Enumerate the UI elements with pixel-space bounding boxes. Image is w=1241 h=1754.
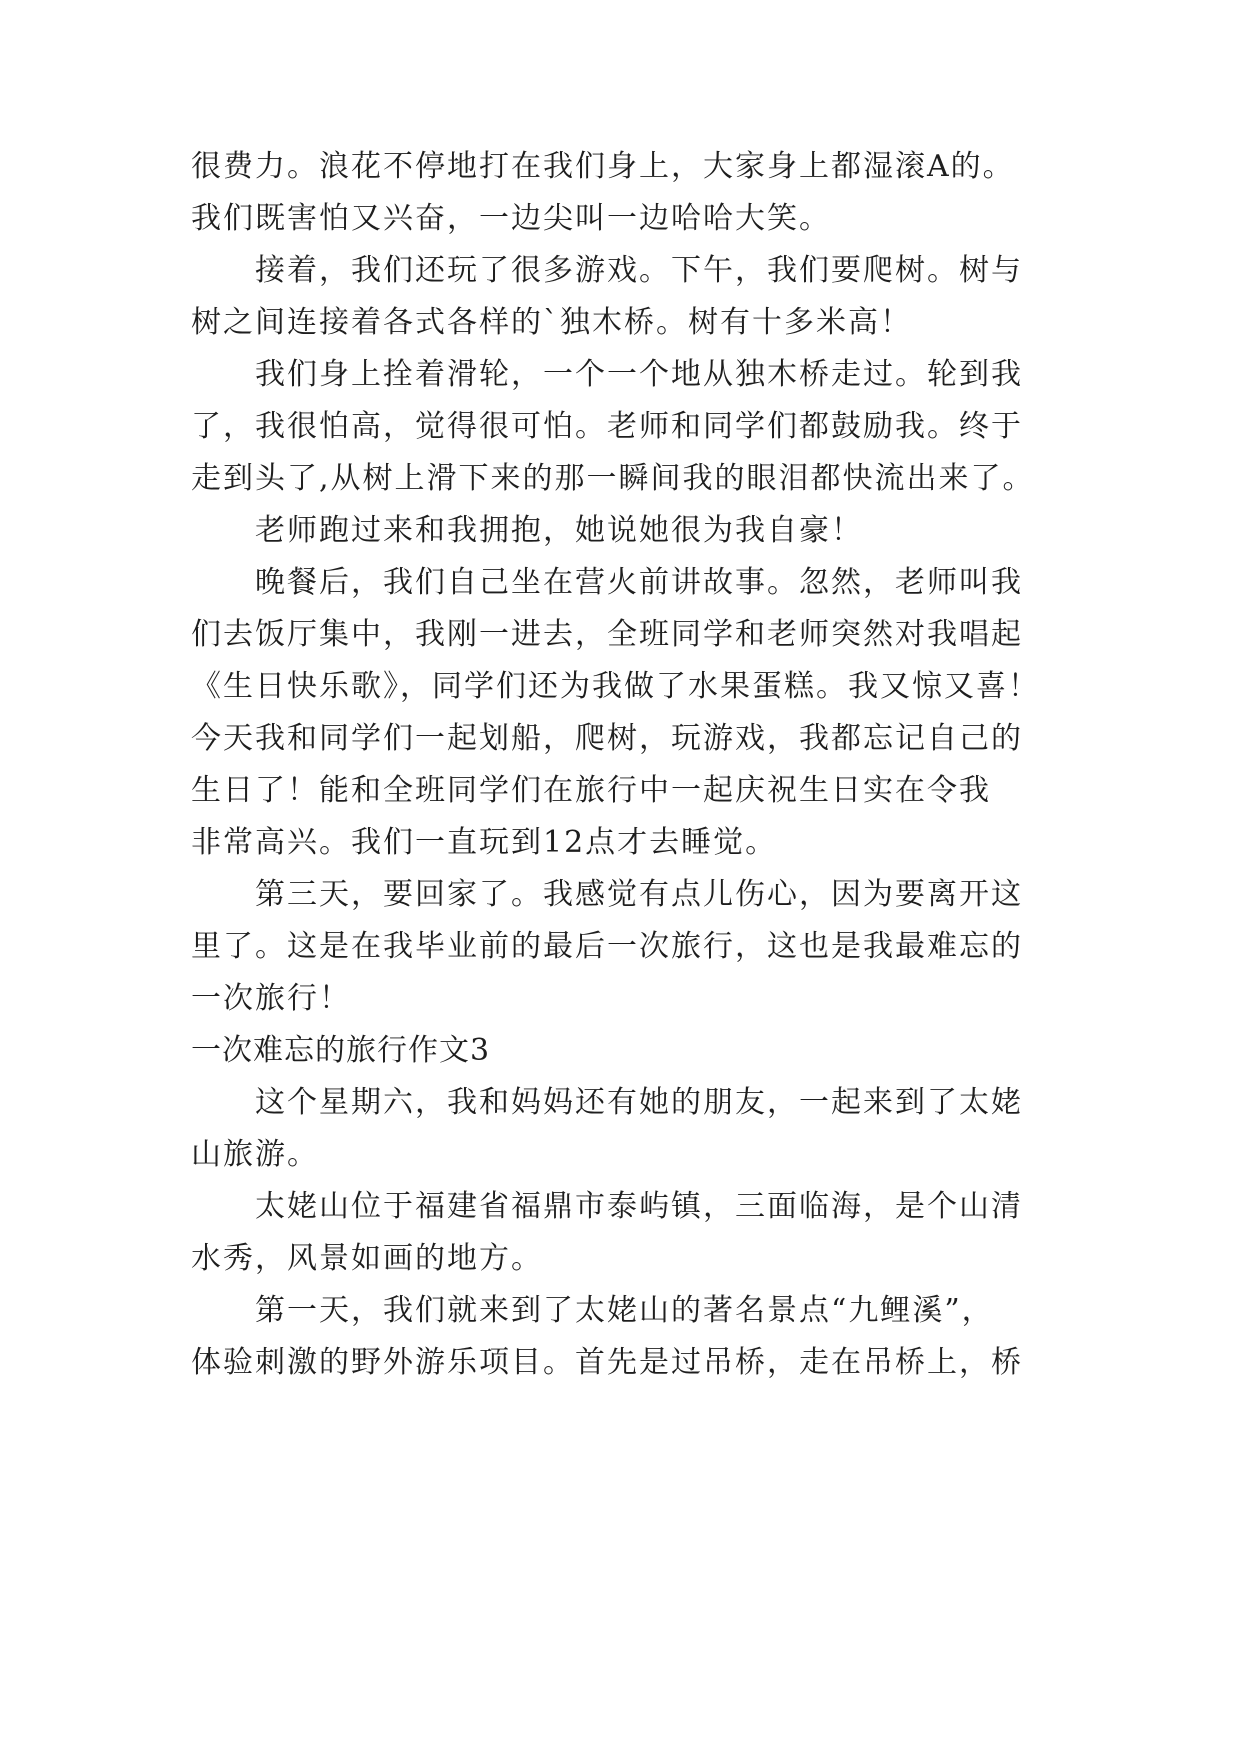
text-line: 了，我很怕高，觉得很可怕。老师和同学们都鼓励我。终于 [191, 409, 1023, 444]
text-line: 我们既害怕又兴奋，一边尖叫一边哈哈大笑。 [191, 201, 831, 236]
text-line: 非常高兴。我们一直玩到12点才去睡觉。 [191, 825, 778, 860]
paragraph-start-line: 太姥山位于福建省福鼎市泰屿镇，三面临海，是个山清 [255, 1189, 1023, 1224]
text-line: 山旅游。 [191, 1137, 319, 1172]
text-line: 们去饭厅集中，我刚一进去，全班同学和老师突然对我唱起 [191, 617, 1023, 652]
section-heading: 一次难忘的旅行作文3 [191, 1033, 491, 1068]
paragraph-start-line: 第一天，我们就来到了太姥山的著名景点“九鲤溪”， [255, 1293, 994, 1328]
paragraph-start-line: 接着，我们还玩了很多游戏。下午，我们要爬树。树与 [255, 253, 1023, 288]
text-line: 生日了！能和全班同学们在旅行中一起庆祝生日实在令我 [191, 773, 991, 808]
paragraph-start-line: 这个星期六，我和妈妈还有她的朋友，一起来到了太姥 [255, 1085, 1023, 1120]
text-line: 树之间连接着各式各样的`独木桥。树有十多米高！ [191, 305, 912, 340]
text-line: 很费力。浪花不停地打在我们身上，大家身上都湿滚A的。 [191, 149, 1015, 184]
text-line: 《生日快乐歌》，同学们还为我做了水果蛋糕。我又惊又喜！ [191, 669, 1040, 704]
text-line: 体验刺激的野外游乐项目。首先是过吊桥，走在吊桥上，桥 [191, 1345, 1023, 1380]
text-line: 一次旅行！ [191, 981, 351, 1016]
paragraph-start-line: 老师跑过来和我拥抱，她说她很为我自豪！ [255, 513, 863, 548]
paragraph-start-line: 第三天，要回家了。我感觉有点儿伤心，因为要离开这 [255, 877, 1023, 912]
text-line: 水秀，风景如画的地方。 [191, 1241, 543, 1276]
text-line: 走到头了,从树上滑下来的那一瞬间我的眼泪都快流出来了。 [191, 461, 1035, 496]
text-line: 里了。这是在我毕业前的最后一次旅行，这也是我最难忘的 [191, 929, 1023, 964]
paragraph-start-line: 我们身上拴着滑轮，一个一个地从独木桥走过。轮到我 [255, 357, 1023, 392]
paragraph-start-line: 晚餐后，我们自己坐在营火前讲故事。忽然，老师叫我 [255, 565, 1023, 600]
text-line: 今天我和同学们一起划船，爬树，玩游戏，我都忘记自己的 [191, 721, 1023, 756]
